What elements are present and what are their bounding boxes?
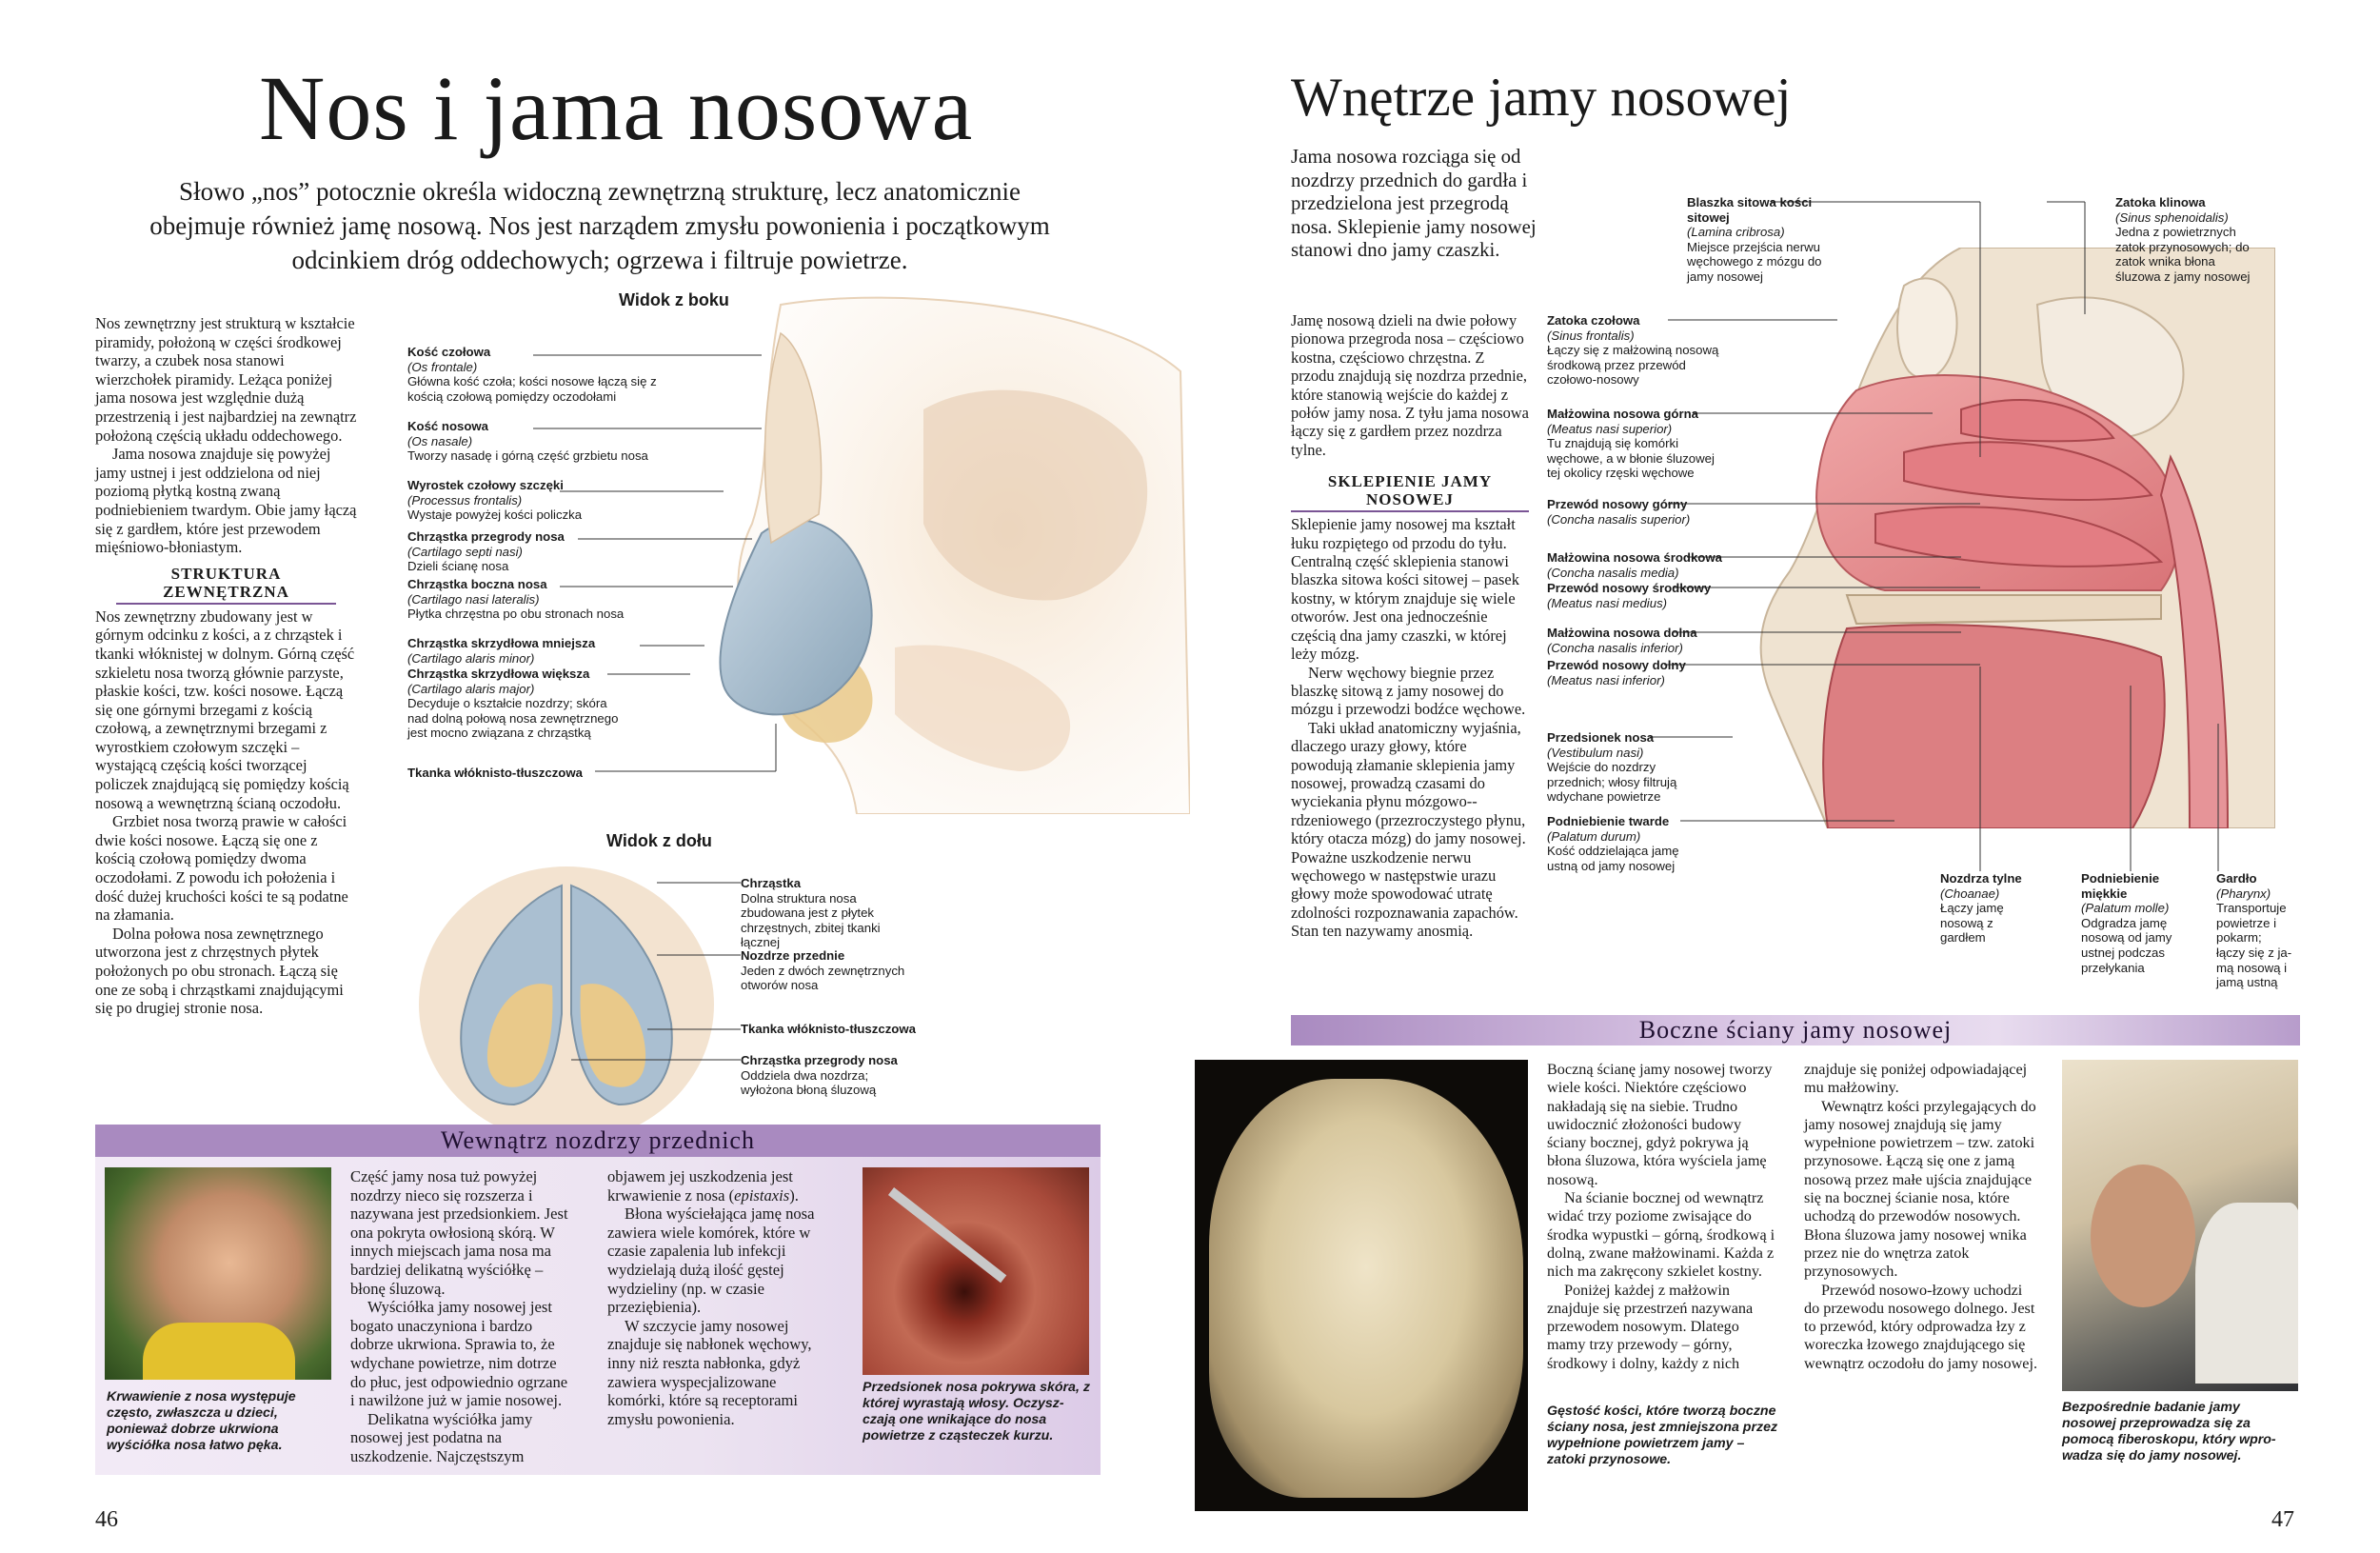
label-tkanka-dol: Tkanka włóknisto-tłuszczowa <box>741 1022 916 1036</box>
caption-nosebleed: Krwawienie z nosa występuje często, zwłaszcza u dzieci, ponieważ dobrze ukrwiona wyściółka nosa łatwo pęka. <box>107 1389 296 1453</box>
structure-paragraph-2: Grzbiet nosa tworzą prawie w całości dwie kości nosowe. Łączą się one z kością czołową pomiędzy dwoma oczodołami. Z powodu ich położenia i dość dużej kruchości kości te są podatne na złamania. <box>95 812 348 925</box>
label-nozdrze-przednie: Nozdrze przednie Jeden z dwóch zewnętrznych otworów nosa <box>741 948 905 993</box>
label-wyrostek-czolowy: Wyrostek czołowy szczęki (Processus frontalis) Wystaje powyżej kości policzka <box>407 478 583 523</box>
skull-photo <box>1195 1060 1528 1511</box>
child-shirt <box>143 1323 295 1380</box>
label-gardlo: Gardło (Pharynx) Transportuje powietrze i pokarm; łączy się z ja-mą nosową i jamą ustną <box>2216 871 2292 990</box>
label-chrzastka-boczna: Chrząstka boczna nosa (Cartilago nasi lateralis) Płytka chrzęstna po obu stronach nosa <box>407 577 625 622</box>
label-przewod-dolny: Przewód nosowy dolny (Meatus nasi inferior) <box>1547 658 1686 687</box>
box1-p2: Wyściółka jamy nosowej jest bogato unaczyniona i bardzo dobrze ukrwiona. Sprawia to, że wdychane powietrze, nim dotrze do płuc, jest odpowiednio ogrzane i nawilżone już w jamie nosowej. <box>350 1298 568 1410</box>
caption-endoscopy: Bezpośrednie badanie jamy nosowej przeprowadza się za pomocą fiberoskopu, który wpro-wadza się do jamy nosowej. <box>2062 1400 2276 1463</box>
child-photo <box>105 1167 331 1380</box>
caption-skull: Gęstość kości, które tworzą boczne ściany nosa, jest zmniejszona przez wypełnione powietrzem jamy – zatoki przynosowe. <box>1547 1404 1778 1467</box>
box-lateral-walls-title: Boczne ściany jamy nosowej <box>1291 1015 2300 1045</box>
page-number-right: 47 <box>2271 1507 2294 1532</box>
box1-p3: Delikatna wyściółka jamy nosowej jest podatna na uszkodzenie. Najczęstszym <box>350 1409 533 1465</box>
label-chrzastka-przegrody: Chrząstka przegrody nosa (Cartilago septi nasi) Dzieli ścianę nosa <box>407 529 565 574</box>
section-heading-structure: STRUKTURA ZEWNĘTRZNA <box>116 565 336 605</box>
lat-p6: Przewód nosowo-łzowy uchodzi do przewodu nosowego dolnego. Jest to przewód, który odprowadza łzy z woreczka łzowego znajdującego się wewnątrz oczodołu do jamy nosowej. <box>1804 1281 2037 1372</box>
side-view-title: Widok z boku <box>619 290 729 309</box>
label-zatoka-czolowa: Zatoka czołowa (Sinus frontalis) Łączy się z małżowiną nosową środkową przez przewód czołowo-nosowy <box>1547 313 1719 388</box>
patient-head-shape <box>2091 1165 2195 1307</box>
skull-bone-shape <box>1209 1079 1523 1498</box>
nostril-photo <box>863 1167 1089 1375</box>
roof-p3: Taki układ anatomiczny wyjaśnia, dlaczego urazy głowy, które powodują złamanie sklepienia jamy nosowej, prowadzą czasami do wyciekania płynu mózgowo--rdzeniowego (przezroczystego płynu, który otacza mózg) do jamy nosowej. Poważne uszkodzenie nerwu węchowego w następstwie urazu głowy może spowodować utratę zdolności rozpoznawania zapachów. Stan ten nazywamy anosmią. <box>1291 718 1526 941</box>
right-lead: Jama nosowa rozciąga się od nozdrzy przednich do gardła i przedzielona jest przegrodą nosa. Sklepienie jamy nosowej stanowi dno jamy czaszki. <box>1291 146 1537 261</box>
box-inside-nostrils <box>95 1125 1101 1475</box>
box-right-column-2 <box>1804 1061 2037 1373</box>
box-left-column-1 <box>350 1167 574 1466</box>
intro-paragraph-2: Jama nosowa znajduje się powyżej jamy ustnej i jest oddzielona od niej poziomą płytką kostną zwaną podniebieniem twardym. Obie jamy łączą się z gardłem, które jest przewodem mięśniowo-błoniastym. <box>95 445 357 557</box>
label-nozdrza-tylne: Nozdrza tylne (Choanae) Łączy jamę nosową z gardłem <box>1940 871 2022 946</box>
left-page-title: Nos i jama nosowa <box>259 57 974 159</box>
lat-p4: znajduje się poniżej odpowiadającej mu małżowiny. <box>1804 1061 2028 1097</box>
lat-p1: Boczną ścianę jamy nosowej tworzy wiele kości. Niektóre częściowo nakładają się na siebie. Trudno uwidocznić złożoności budowy ściany bocznej, gdyż pokrywa ją błona śluzowa, która wyściela jamę nosową. <box>1547 1061 1773 1188</box>
bottom-view-title: Widok z dołu <box>606 831 712 850</box>
label-chrzastka: Chrząstka Dolna struktura nosa zbudowana jest z płytek chrzęstnych, zbitej tkanki łącznej <box>741 876 881 950</box>
box-inside-nostrils-title: Wewnątrz nozdrzy przednich <box>95 1125 1101 1157</box>
box1-p1: Część jamy nosa tuż powyżej nozdrzy nieco się rozszerza i nazywana jest przedsionkiem. Jest ona pokryta owłosioną skórą. W innych miejscach jama nosa ma bardziej delikatną wyściółkę – błonę śluzową. <box>350 1167 568 1298</box>
label-skrzydlowa-mniejsza: Chrząstka skrzydłowa mniejsza (Cartilago alaris minor) <box>407 636 596 666</box>
roof-p2: Nerw węchowy biegnie przez blaszkę sitową z jamy nosowej do mózgu i przewodzi bodźce węchowe. <box>1291 663 1526 719</box>
label-tkanka-wloknisto: Tkanka włóknisto-tłuszczowa <box>407 766 583 780</box>
lat-p3: Poniżej każdej z małżowin znajduje się przestrzeń nazywana przewodem nosowym. Dlatego mamy trzy przewody – górny, środkowy i dolny, każdy z nich <box>1547 1281 1754 1372</box>
endoscopy-photo <box>2062 1060 2298 1391</box>
structure-paragraph-3: Dolna połowa nosa zewnętrznego utworzona jest z chrzęstnych płytek położonych po obu stronach. Łączą się one ze sobą i chrząstkami znajdującymi się po drugiej stronie nosa. <box>95 924 344 1018</box>
caption-vestibule: Przedsionek nosa pokrywa skóra, z której wyrastają włosy. Oczysz-czają one wnikające do nosa powietrze z cząsteczek kurzu. <box>863 1380 1090 1443</box>
label-podniebienie-miekkie: Podniebienie miękkie (Palatum molle) Odgradza jamę nosową od jamy ustnej podczas przełykania <box>2081 871 2172 975</box>
label-skrzydlowa-wieksza: Chrząstka skrzydłowa większa (Cartilago alaris major) Decyduje o kształcie nozdrzy; skóra nad dolną połową nosa zewnętrznego jest mocno związana z chrząstką <box>407 667 619 741</box>
label-przewod-gorny: Przewód nosowy górny (Concha nasalis superior) <box>1547 497 1691 527</box>
label-przewod-srodkowy: Przewód nosowy środkowy (Meatus nasi medius) <box>1547 581 1712 610</box>
label-malzowina-gorna: Małżowina nosowa górna (Meatus nasi superior) Tu znajdują się komórki węchowe, a w błonie śluzowej tej okolicy rzęski węchowe <box>1547 407 1715 481</box>
label-malzowina-dolna: Małżowina nosowa dolna (Concha nasalis inferior) <box>1547 626 1697 655</box>
label-przedsionek: Przedsionek nosa (Vestibulum nasi) Wejście do nozdrzy przednich; włosy filtrują wdychane powietrze <box>1547 730 1677 805</box>
label-podniebienie-twarde: Podniebienie twarde (Palatum durum) Kość oddzielająca jamę ustną od jamy nosowej <box>1547 814 1679 873</box>
intro-paragraph-1: Nos zewnętrzny jest strukturą w kształcie piramidy, położoną w części środkowej twarzy, a czubek nosa stanowi wierzchołek piramidy. Leżąca poniżej jama nosowa jest względnie dużą przestrzenią i jest najbardziej na zewnątrz położoną częścią układu oddechowego. <box>95 314 357 445</box>
section-heading-roof: SKLEPIENIE JAMY NOSOWEJ <box>1291 472 1529 512</box>
box2-p1: objawem jej uszkodzenia jest krwawienie z nosa (epistaxis). <box>607 1167 799 1205</box>
page-number-left: 46 <box>95 1507 118 1532</box>
left-lead: Słowo „nos” potocznie określa widoczną zewnętrzną strukturę, lecz anatomicznie obejmuje również jamę nosową. Nos jest narządem zmysłu powonienia i początkowym odcinkiem dróg oddechowych; ogrzewa i filtruje powietrze. <box>149 177 1050 274</box>
label-kosc-czolowa: Kość czołowa (Os frontale) Główna kość czoła; kości nosowe łączą się z kością czołową pomiędzy oczodołami <box>407 345 657 404</box>
right-page-title: Wnętrze jamy nosowej <box>1291 68 1792 128</box>
roof-p1: Sklepienie jamy nosowej ma kształt łuku rozpiętego od przodu do tyłu. Centralną część sklepienia stanowi blaszka sitowa kości sitowej – pasek kostny, w którym znajduje się wiele otworów. Jest ona jednocześnie częścią dna jamy czaszki, w której leży mózg. <box>1291 515 1519 664</box>
label-zatoka-klinowa: Zatoka klinowa (Sinus sphenoidalis) Jedna z powietrznych zatok przynosowych; do zatok wnika błona śluzowa z jamy nosowej <box>2115 195 2251 284</box>
box-left-column-2 <box>607 1167 831 1428</box>
label-kosc-nosowa: Kość nosowa (Os nasale) Tworzy nasadę i górną część grzbietu nosa <box>407 419 648 464</box>
structure-paragraph-1: Nos zewnętrzny zbudowany jest w górnym odcinku z kości, a z chrząstek i tkanki włóknistej w dolnym. Górną część szkieletu nosa tworzą głównie parzyste, płaskie kości, tzw. kości nosowe. Łączą się one górnymi brzegami z kością czołową, a zewnętrznymi brzegami z wyrostkiem czołowym szczęki – wystającą częścią kości tworzącej policzek znajdującą się pomiędzy kością nosową a wewnętrzną ścianą oczodołu. <box>95 607 355 812</box>
label-blaszka-sitowa: Blaszka sitowa kości sitowej (Lamina cribrosa) Miejsce przejścia nerwu węchowego z mózgu do jamy nosowej <box>1687 195 1822 284</box>
lat-p5: Wewnątrz kości przylegających do jamy nosowej znajdują się jamy wypełnione powietrzem – tzw. zatoki przynosowe. Łączą się one z jamą nosową przez małe ujścia znajdujące się na bocznej ścianie nosa, które uchodzą do przewodów nosowych. Błona śluzowa jamy nosowej wnika przez nie do wnętrza zatok przynosowych. <box>1804 1097 2036 1281</box>
label-przegroda-dol: Chrząstka przegrody nosa Oddziela dwa nozdrza; wyłożona błoną śluzową <box>741 1053 898 1098</box>
lat-p2: Na ścianie bocznej od wewnątrz widać trzy poziome zwisające do środka wypustki – górną, środkową i dolną, zwane małżowinami. Każda z nich ma zakręcony szkielet kostny. <box>1547 1189 1775 1281</box>
right-p1: Jamę nosową dzieli na dwie połowy pionowa przegroda nosa – częściowo kostna, częściowo chrzęstna. Z przodu znajdują się nozdrza przednie, które stanowią wejście do każdej z połów jamy nosa. Z tyłu jama nosowa łączy się z gardłem przez nozdrza tylne. <box>1291 311 1529 459</box>
box-right-column-1 <box>1547 1061 1780 1373</box>
box2-p3: W szczycie jamy nosowej znajduje się nabłonek węchowy, inny niż reszta nabłonka, gdyż zawiera wyspecjalizowane komórki, które są receptorami zmysłu powonienia. <box>607 1316 812 1428</box>
forceps-shape <box>888 1187 1006 1283</box>
doctor-arm-shape <box>2195 1203 2298 1384</box>
box2-p2: Błona wyściełająca jamę nosa zawiera wiele komórek, które w czasie zapalenia lub infekcji wydzielają dużą ilość gęstej wydzieliny (np. w czasie przeziębienia). <box>607 1205 815 1317</box>
label-malzowina-srodkowa: Małżowina nosowa środkowa (Concha nasalis media) <box>1547 550 1722 580</box>
